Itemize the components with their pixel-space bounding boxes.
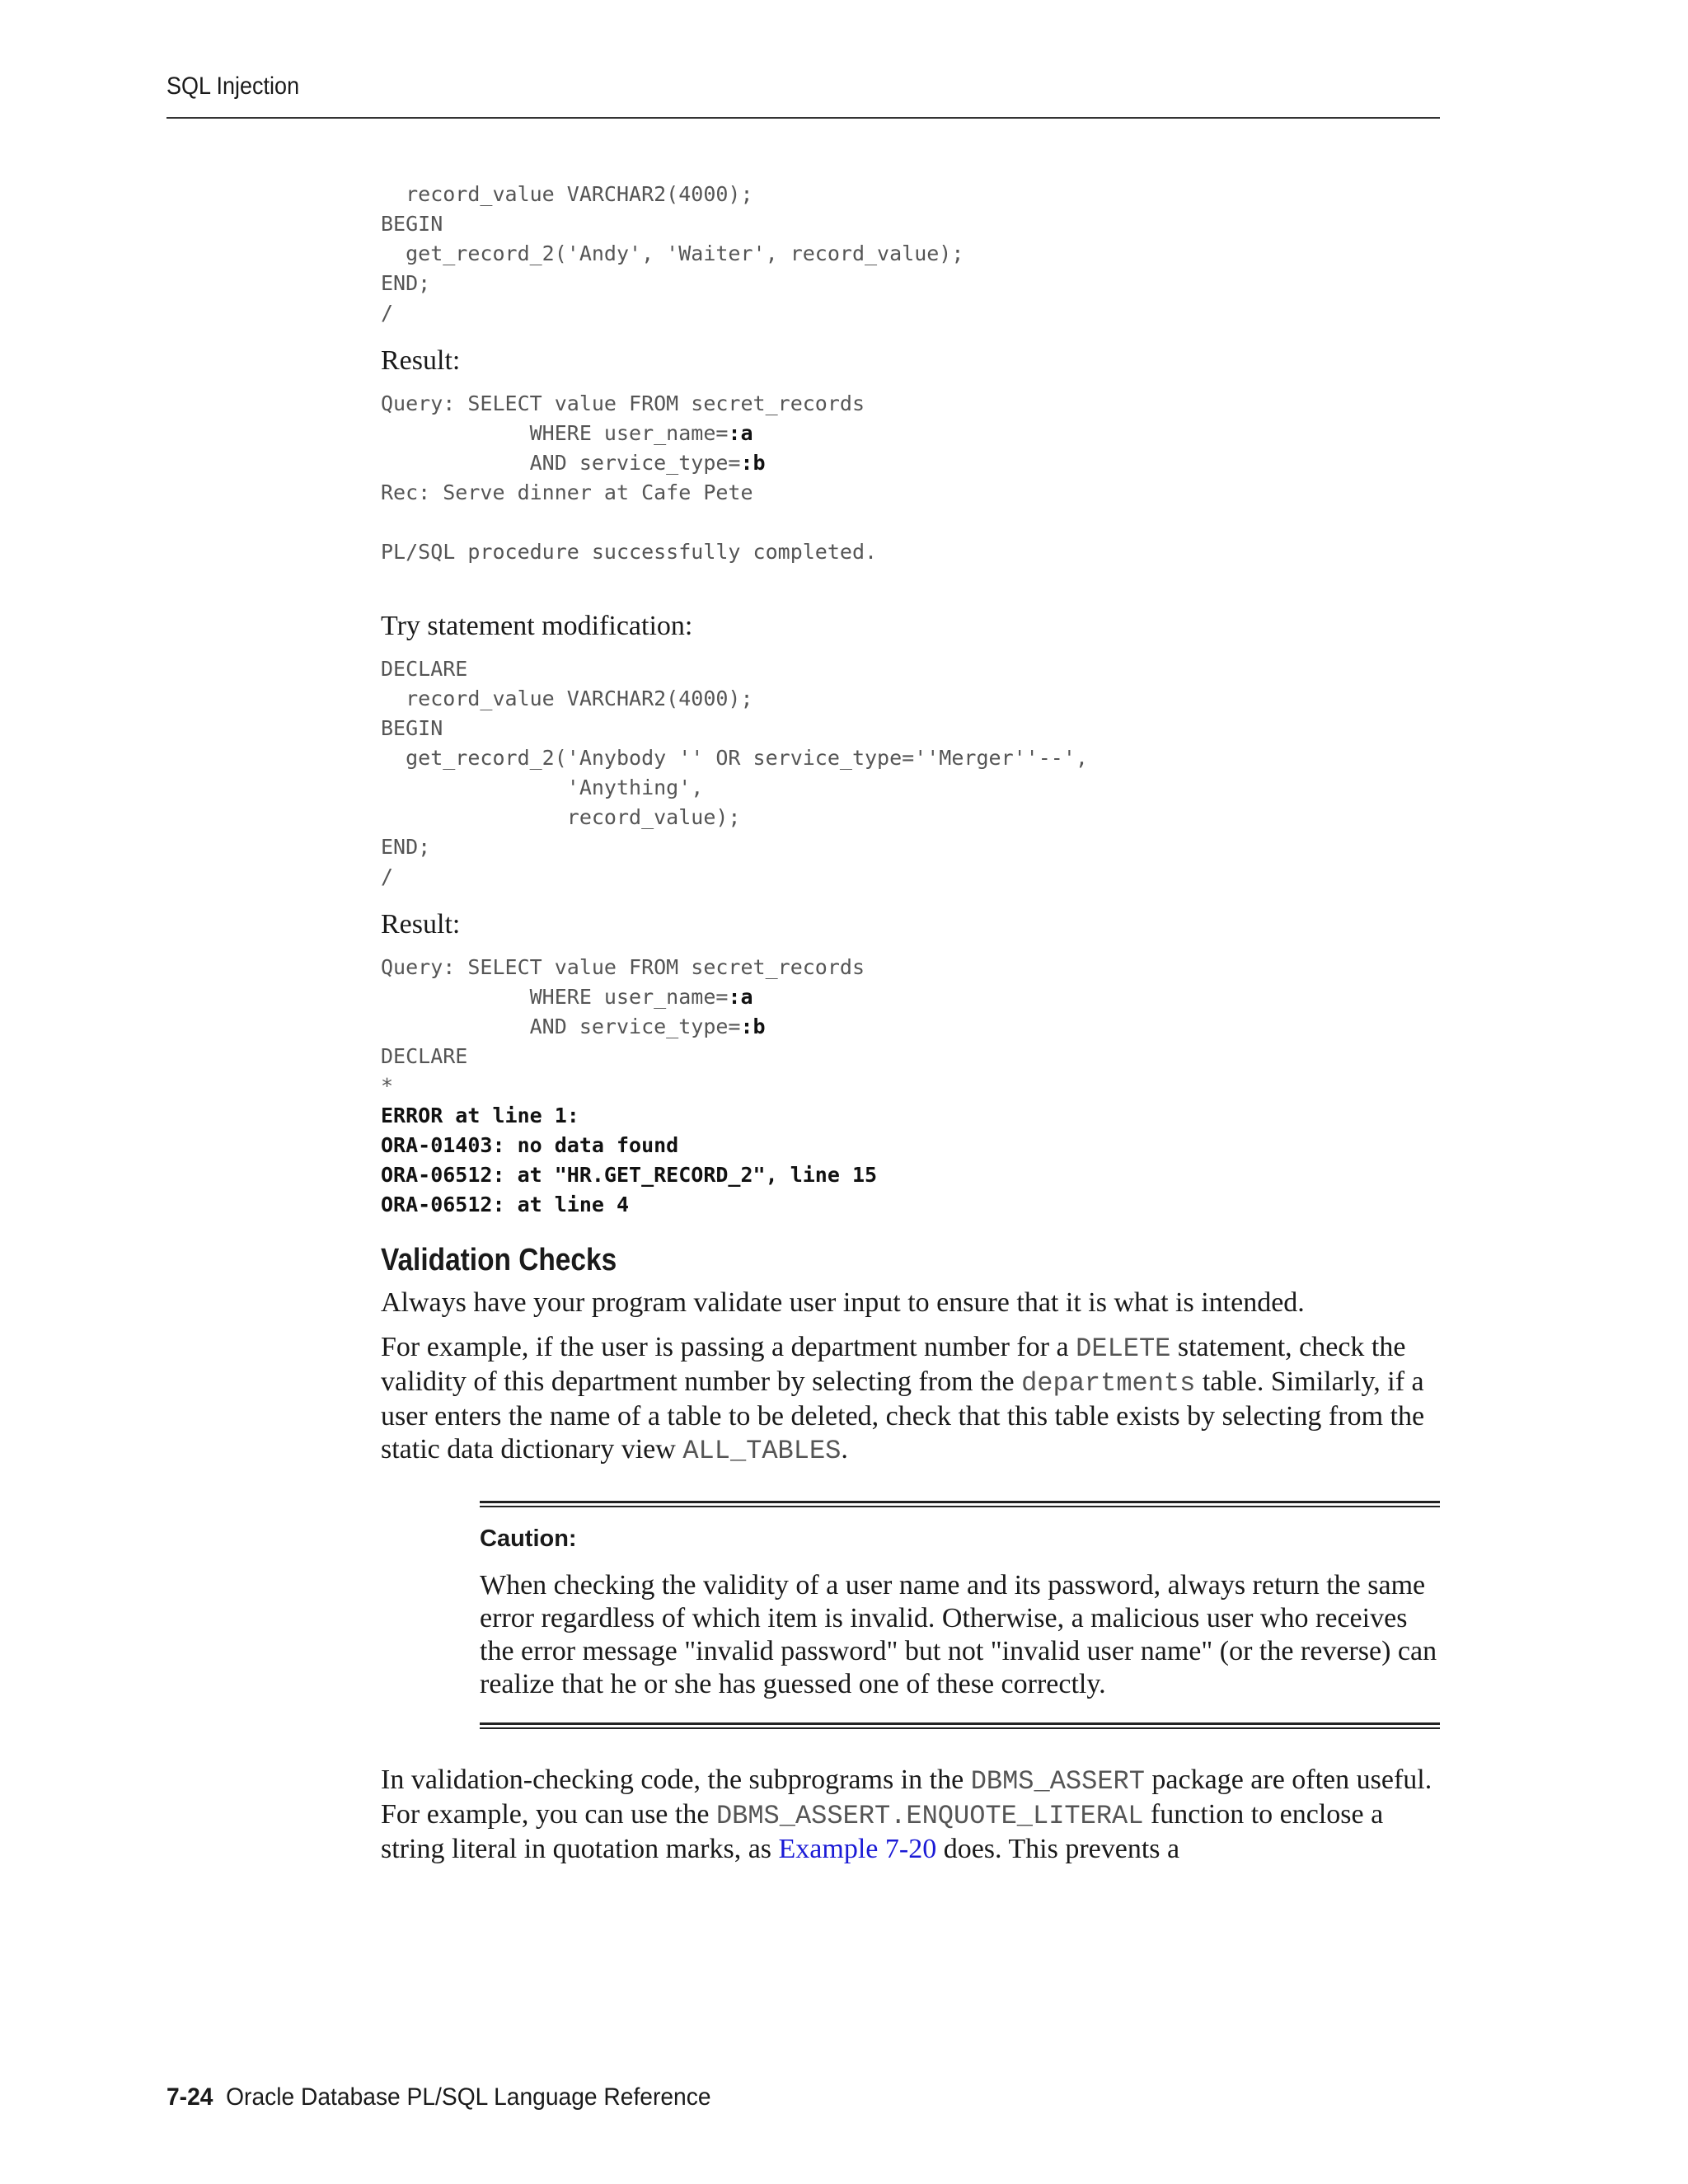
- code-enquote-literal: DBMS_ASSERT.ENQUOTE_LITERAL: [715, 1801, 1144, 1831]
- error-line-3: ORA-06512: at "HR.GET_RECORD_2", line 15: [381, 1163, 878, 1187]
- error-line-4: ORA-06512: at line 4: [381, 1193, 630, 1216]
- result1-line2-text: WHERE user_name=: [381, 421, 729, 445]
- code-all-tables: ALL_TABLES: [682, 1436, 842, 1466]
- section-paragraph-1: Always have your program validate user input to ensure that it is what is intended.: [381, 1287, 1305, 1318]
- result-label-1: Result:: [381, 345, 461, 376]
- p3-text-3: function to enclose a string literal in quotation marks, as: [381, 1799, 1384, 1864]
- example-link[interactable]: Example 7-20: [778, 1834, 937, 1864]
- result1-line3-text: AND service_type=: [381, 451, 741, 475]
- result2-line3: [381, 1015, 766, 1038]
- try-label: Try statement modification:: [381, 611, 693, 641]
- result2-line5: *: [381, 1074, 394, 1098]
- caution-top-rule: [480, 1501, 1440, 1507]
- code-departments: departments: [1021, 1368, 1196, 1399]
- p2-text-4: .: [841, 1434, 848, 1465]
- p2-text-3: table. Similarly, if a user enters the name of a table to be deleted, check that this table exists by selecting from the static data dictionary view: [381, 1366, 1425, 1465]
- book-title: Oracle Database PL/SQL Language Reference: [226, 2083, 711, 2111]
- running-header: SQL Injection: [166, 73, 300, 100]
- result1-line4: Rec: Serve dinner at Cafe Pete: [381, 480, 753, 504]
- result2-line2-text: WHERE user_name=: [381, 985, 729, 1009]
- bind-var-a: :a: [728, 421, 753, 445]
- error-line-2: ORA-01403: no data found: [381, 1133, 679, 1157]
- p3-text-4: does. This prevents a: [936, 1834, 1180, 1864]
- bind-var-b: :b: [740, 451, 766, 475]
- result2-line3-text: AND service_type=: [381, 1015, 741, 1038]
- result2-line2: [381, 985, 753, 1009]
- result1-line3: [381, 451, 766, 475]
- p3-text-1: In validation-checking code, the subprograms in the: [381, 1765, 971, 1795]
- page-number: 7-24: [166, 2083, 213, 2111]
- code-block-2: DECLARE record_value VARCHAR2(4000); BEGIN get_record_2('Anybody '' OR service_type=''Merger''--', 'Anything', record_value); END; /: [381, 657, 1088, 888]
- result1-line6: PL/SQL procedure successfully completed.: [381, 540, 878, 564]
- result1-line1: Query: SELECT value FROM secret_records: [381, 391, 865, 415]
- code-dbms-assert: DBMS_ASSERT: [970, 1766, 1145, 1797]
- caution-box: [480, 1501, 1440, 1729]
- p2-text-1: For example, if the user is passing a department number for a: [381, 1332, 1076, 1362]
- bind-var-b: :b: [740, 1015, 766, 1038]
- header-rule: [166, 117, 1440, 119]
- page-content: [381, 180, 1444, 1866]
- p3-text-2: package are often useful. For example, you can use the: [381, 1765, 1432, 1830]
- result-label-2: Result:: [381, 909, 461, 940]
- result1-line2: [381, 421, 753, 445]
- code-block-1: record_value VARCHAR2(4000); BEGIN get_record_2('Andy', 'Waiter', record_value); END; /: [381, 182, 964, 325]
- code-delete: DELETE: [1076, 1333, 1171, 1364]
- page-footer: [166, 2083, 711, 2111]
- p2-text-2: statement, check the validity of this department number by selecting from the: [381, 1332, 1406, 1397]
- error-line-1: ERROR at line 1:: [381, 1104, 579, 1127]
- result2-line1: Query: SELECT value FROM secret_records: [381, 955, 865, 979]
- caution-text: When checking the validity of a user name and its password, always return the same error regardless of which item is invalid. Otherwise, a malicious user who receives the error message "invalid password" but not "invalid user name" (or the reverse) can realize that he or she has guessed one of these correctly.: [480, 1570, 1437, 1699]
- section-title: Validation Checks: [381, 1243, 617, 1277]
- result2-line4: DECLARE: [381, 1044, 468, 1068]
- section-paragraph-2: [381, 1331, 1444, 1468]
- result-output-1: [381, 389, 1444, 567]
- section-paragraph-3: [381, 1764, 1444, 1866]
- bind-var-a: :a: [728, 985, 753, 1009]
- result-output-2: [381, 953, 1444, 1220]
- caution-bottom-rule: [480, 1722, 1440, 1729]
- caution-title: Caution:: [480, 1526, 577, 1552]
